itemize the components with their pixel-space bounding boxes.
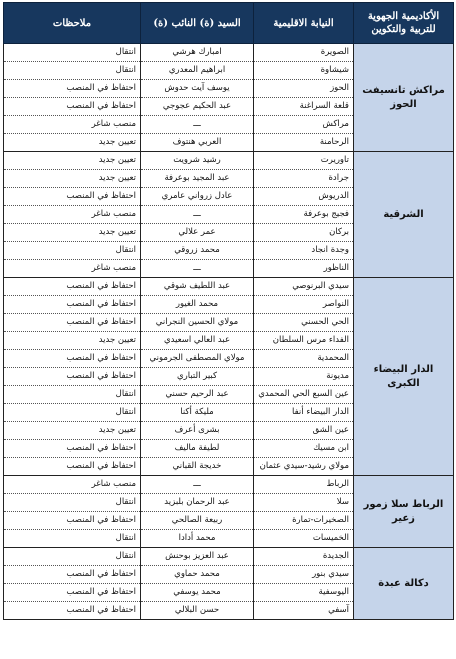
delegate-cell: ـــ [141,260,254,278]
directorate-cell: عين الشق [254,422,354,440]
note-cell: تعيين جديد [4,224,141,242]
note-cell: تعيين جديد [4,152,141,170]
directorate-cell: الصخيرات-تمارة [254,512,354,530]
directorate-cell: قلعة السراغنة [254,98,354,116]
note-cell: تعيين جديد [4,170,141,188]
delegate-cell: رشيد شرويت [141,152,254,170]
delegate-cell: محمد أدادا [141,530,254,548]
appointments-table [3,2,454,620]
delegate-cell: ـــ [141,476,254,494]
note-cell: احتفاظ في المنصب [4,458,141,476]
delegate-cell: امبارك هرشي [141,44,254,62]
directorate-cell: ابن مسيك [254,440,354,458]
note-cell: انتقال [4,44,141,62]
directorate-cell: الصويرة [254,44,354,62]
region-cell: الشرقية [354,152,454,278]
delegate-cell: محمد الغيور [141,296,254,314]
delegate-cell: يوسف آيت حدوش [141,80,254,98]
header-delegate: السيد (ة) النائب (ة) [141,3,254,44]
directorate-cell: سيدي بنور [254,566,354,584]
note-cell: احتفاظ في المنصب [4,368,141,386]
note-cell: منصب شاغر [4,206,141,224]
note-cell: احتفاظ في المنصب [4,278,141,296]
directorate-cell: الناظور [254,260,354,278]
delegate-cell: لطيفة ماليف [141,440,254,458]
note-cell: احتفاظ في المنصب [4,314,141,332]
note-cell: احتفاظ في المنصب [4,80,141,98]
note-cell: احتفاظ في المنصب [4,188,141,206]
region-cell: الدار البيضاء الكبرى [354,278,454,476]
delegate-cell: محمد زروقي [141,242,254,260]
delegate-cell: ابراهيم المعدري [141,62,254,80]
table-row [4,44,454,62]
directorate-cell: الحوز [254,80,354,98]
directorate-cell: سلا [254,494,354,512]
region-cell: مراكش تانسيفت الحوز [354,44,454,152]
note-cell: انتقال [4,404,141,422]
directorate-cell: عين السبع الحي المحمدي [254,386,354,404]
delegate-cell: عبد الرحيم حسني [141,386,254,404]
directorate-cell: جرادة [254,170,354,188]
note-cell: تعيين جديد [4,332,141,350]
note-cell: احتفاظ في المنصب [4,566,141,584]
directorate-cell: بركان [254,224,354,242]
directorate-cell: النواصر [254,296,354,314]
note-cell: احتفاظ في المنصب [4,602,141,620]
directorate-cell: اليوسفية [254,584,354,602]
delegate-cell: عبد المجيد بوعرفة [141,170,254,188]
directorate-cell: الخميسات [254,530,354,548]
delegate-cell: عبد الحكيم عجوجي [141,98,254,116]
directorate-cell: الرحامنة [254,134,354,152]
delegate-cell: حسن البلالي [141,602,254,620]
delegate-cell: خديجة القباني [141,458,254,476]
note-cell: انتقال [4,62,141,80]
region-cell: الرباط سلا زمور زعير [354,476,454,548]
delegate-cell: بشرى أعرف [141,422,254,440]
delegate-cell: مولاي الحسين النجراني [141,314,254,332]
header-academy: الأكاديمية الجهوية للتربية والتكوين [354,3,454,44]
directorate-cell: الحي الحسني [254,314,354,332]
delegate-cell: عبد العالي اسعيدي [141,332,254,350]
header-row [4,3,454,44]
table-row [4,476,454,494]
delegate-cell: كبير التباري [141,368,254,386]
note-cell: انتقال [4,242,141,260]
note-cell: احتفاظ في المنصب [4,296,141,314]
directorate-cell: تاوريرت [254,152,354,170]
delegate-cell: محمد حماوي [141,566,254,584]
table-body [4,44,454,620]
delegate-cell: عبد الرحمان بلبزيد [141,494,254,512]
directorate-cell: وجدة انجاد [254,242,354,260]
delegate-cell: ـــ [141,206,254,224]
note-cell: احتفاظ في المنصب [4,584,141,602]
table-row [4,548,454,566]
note-cell: انتقال [4,548,141,566]
directorate-cell: سيدي البرنوصي [254,278,354,296]
delegate-cell: مليكة أكنا [141,404,254,422]
note-cell: تعيين جديد [4,422,141,440]
delegate-cell: عادل زرواني عامري [141,188,254,206]
note-cell: تعيين جديد [4,134,141,152]
delegate-cell: ربيعة الصالحي [141,512,254,530]
directorate-cell: الفداء مرس السلطان [254,332,354,350]
directorate-cell: مولاي رشيد-سيدي عثمان [254,458,354,476]
delegate-cell: مولاي المصطفى الجرموني [141,350,254,368]
delegate-cell: عبد اللطيف شوقي [141,278,254,296]
header-directorate: النيابة الاقليمية [254,3,354,44]
table-row [4,152,454,170]
directorate-cell: الرباط [254,476,354,494]
directorate-cell: الدريوش [254,188,354,206]
note-cell: منصب شاغر [4,116,141,134]
note-cell: منصب شاغر [4,476,141,494]
note-cell: منصب شاغر [4,260,141,278]
note-cell: احتفاظ في المنصب [4,98,141,116]
note-cell: احتفاظ في المنصب [4,350,141,368]
note-cell: انتقال [4,494,141,512]
note-cell: انتقال [4,530,141,548]
delegate-cell: محمد يوسفي [141,584,254,602]
table-row [4,278,454,296]
directorate-cell: المحمدية [254,350,354,368]
directorate-cell: آسفي [254,602,354,620]
directorate-cell: مراكش [254,116,354,134]
note-cell: احتفاظ في المنصب [4,512,141,530]
delegate-cell: عمر علالي [141,224,254,242]
directorate-cell: مديونة [254,368,354,386]
directorate-cell: شيشاوة [254,62,354,80]
header-notes: ملاحظات [4,3,141,44]
delegate-cell: ـــ [141,116,254,134]
note-cell: احتفاظ في المنصب [4,440,141,458]
delegate-cell: عبد العزيز بوحنش [141,548,254,566]
directorate-cell: الدار البيضاء أنفا [254,404,354,422]
delegate-cell: العربي هنتوف [141,134,254,152]
note-cell: انتقال [4,386,141,404]
directorate-cell: الجديدة [254,548,354,566]
region-cell: دكالة عبدة [354,548,454,620]
directorate-cell: فجيج بوعرفة [254,206,354,224]
